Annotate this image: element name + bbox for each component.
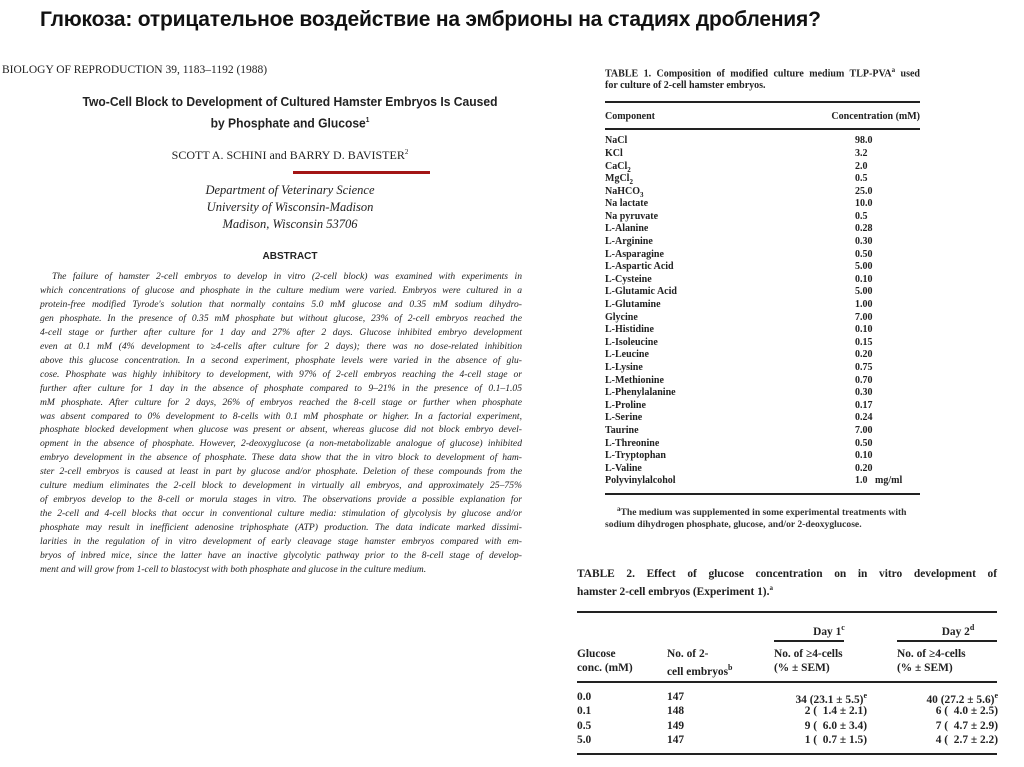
table-2-day1-rule	[774, 640, 844, 642]
table-1-footnote	[605, 503, 920, 531]
concentration-cell: 0.75	[855, 362, 873, 374]
paper-title-line-2	[58, 111, 523, 132]
day1-cells-cell-text: 34 (23.1 ± 5.5)	[795, 693, 864, 706]
abstract-line: embryo development in the absence of phosphate. These data show that the in vitro block to development of ham-	[40, 452, 522, 464]
concentration-cell: 0.20	[855, 462, 873, 474]
table-1-row	[605, 299, 920, 312]
table-1-row	[605, 173, 920, 186]
authors-text: SCOTT A. SCHINI and BARRY D. BAVISTER	[171, 148, 405, 162]
concentration-cell: 5.00	[855, 261, 873, 273]
table-1-bottom-rule	[605, 493, 920, 495]
component-name: Polyvinylalcohol	[605, 475, 676, 487]
slide-title: Глюкоза: отрицательное воздействие на эмбрионы на стадиях дробления?	[40, 8, 821, 31]
abstract-line: ment and will grow from 1-cell to blastocyst with both phosphate and glucose in the culture medium.	[40, 564, 427, 576]
component-cell	[605, 312, 855, 325]
component-name: L-Threonine	[605, 437, 660, 449]
day2-cells-cell-text: 4 ( 2.7 ± 2.2)	[935, 734, 998, 747]
table-1-row	[605, 286, 920, 299]
table-2-bottom-rule	[577, 753, 997, 755]
journal-reference: BIOLOGY OF REPRODUCTION 39, 1183–1192 (1988)	[2, 64, 268, 76]
component-subscript: 2	[627, 165, 631, 174]
table-1-row	[605, 475, 920, 488]
abstract-line: cose. Phosphate was highly inhibitory to development, with 97% of 2-cell embryos reaching the 4-cell stage or	[40, 368, 522, 380]
day1-label: Day 1	[813, 625, 842, 638]
concentration-cell: 0.10	[855, 450, 873, 462]
component-name: Na lactate	[605, 198, 649, 210]
component-name: L-Serine	[605, 412, 643, 424]
col-embryos-line-2-wrap	[667, 661, 733, 679]
concentration-cell: 7.00	[855, 424, 873, 436]
paper-title	[58, 92, 523, 132]
paper-title-line-2-text: by Phosphate and Glucose	[210, 115, 366, 131]
table-1-row	[605, 425, 920, 438]
component-cell	[605, 161, 855, 174]
abstract-line: protein-free modified Tyrode's solution that normally contains 5.0 mM glucose and 0.35 mM sodium dihydro-	[40, 298, 522, 310]
table-1-caption-line-2: for culture of 2-cell hamster embryos.	[605, 80, 766, 92]
concentration-cell: 0.30	[855, 387, 873, 399]
component-name: NaCl	[605, 135, 628, 147]
abstract-line: 4-cell stage or further after culture for 1 day and 27% after 2 days. Glucose inhibited embryo development	[40, 326, 522, 338]
component-name: L-Proline	[605, 399, 646, 411]
table-1-caption-line-1-end: used	[895, 68, 920, 80]
table-2-col-day2-cells	[897, 647, 966, 675]
table-1-row	[605, 438, 920, 451]
component-cell	[605, 412, 855, 425]
table-1-caption-line-1: TABLE 1. Composition of modified culture medium TLP-PVA	[605, 68, 892, 80]
affiliation-line: Madison, Wisconsin 53706	[222, 217, 358, 231]
component-cell	[605, 223, 855, 236]
abstract-body	[40, 270, 522, 577]
component-name: L-Lysine	[605, 362, 643, 374]
table-2-caption-footnote-mark: a	[769, 584, 773, 592]
component-cell	[605, 261, 855, 274]
table-1-caption	[605, 64, 920, 92]
table-1-row	[605, 400, 920, 413]
component-cell	[605, 274, 855, 287]
embryo-count-cell-text: 149	[667, 719, 685, 732]
table-1-row	[605, 223, 920, 236]
table-1-row	[605, 211, 920, 224]
embryo-count-cell	[667, 705, 684, 717]
affiliation	[140, 182, 440, 233]
abstract-line: culture medium eliminates the 2-cell block to development in virtually all embryos, and approximately 25–75%	[40, 480, 522, 492]
component-cell	[605, 236, 855, 249]
abstract-line: bryos of inbred mice, since the latter have an inactive glycolytic pathway prior to the 8-cell stage of develop-	[40, 550, 522, 562]
table-1-row	[605, 249, 920, 262]
day1-cells-cell-text: 2 ( 1.4 ± 2.1)	[804, 705, 867, 718]
day1-footnote-mark: c	[841, 622, 845, 632]
day2-cells-cell	[890, 691, 998, 706]
table-1-row	[605, 186, 920, 199]
component-cell	[605, 400, 855, 413]
component-cell	[605, 438, 855, 451]
component-cell	[605, 425, 855, 438]
affiliation-line: Department of Veterinary Science	[205, 183, 375, 197]
glucose-conc-cell-text: 0.5	[577, 719, 592, 732]
component-name: L-Isoleucine	[605, 336, 658, 348]
abstract-heading: ABSTRACT	[262, 251, 318, 262]
component-cell	[605, 450, 855, 463]
concentration-cell: 0.17	[855, 399, 873, 411]
day2-cells-cell	[890, 720, 998, 732]
component-name: Glycine	[605, 311, 638, 323]
affiliation-line: University of Wisconsin-Madison	[206, 200, 374, 214]
component-name: MgCl	[605, 173, 630, 185]
concentration-cell: 25.0	[855, 185, 873, 197]
day2-cells-cell-text: 40 (27.2 ± 5.6)	[926, 693, 995, 706]
component-cell	[605, 286, 855, 299]
concentration-cell: 0.10	[855, 273, 873, 285]
table-2-col-day1-cells	[774, 647, 843, 675]
table-1-col-component: Component	[605, 111, 656, 123]
component-cell	[605, 362, 855, 375]
col-embryos-line-2: cell embryos	[667, 665, 729, 678]
abstract-line: gen phosphate. In the presence of 0.35 mM phosphate but without glucose, 23% of 2-cell embryos reached the	[40, 312, 522, 324]
component-cell	[605, 198, 855, 211]
embryo-count-cell	[667, 734, 684, 746]
col-day2-line-1: No. of ≥4-cells	[897, 647, 966, 660]
component-cell	[605, 148, 855, 161]
component-name: L-Aspartic Acid	[605, 261, 674, 273]
concentration-cell: 0.50	[855, 437, 873, 449]
component-name: L-Valine	[605, 462, 642, 474]
component-cell	[605, 186, 855, 199]
col-day1-line-1: No. of ≥4-cells	[774, 647, 843, 660]
day1-cells-cell-text: 1 ( 0.7 ± 1.5)	[804, 734, 867, 747]
component-cell	[605, 299, 855, 312]
col-embryos-line-1: No. of 2-	[667, 647, 709, 660]
glucose-conc-cell	[577, 691, 591, 703]
component-name: L-Cysteine	[605, 273, 652, 285]
component-name: L-Glutamic Acid	[605, 286, 677, 298]
day2-cells-cell-footnote-mark: e	[994, 690, 998, 700]
table-1-footnote-mark: a	[617, 504, 621, 513]
table-1-row	[605, 450, 920, 463]
day1-cells-cell-footnote-mark: e	[863, 690, 867, 700]
component-cell	[605, 135, 855, 148]
day1-cells-cell-text: 9 ( 6.0 ± 3.4)	[804, 719, 867, 732]
component-name: L-Tryptophan	[605, 450, 666, 462]
concentration-cell: 0.30	[855, 236, 873, 248]
table-1-row	[605, 387, 920, 400]
table-2-caption	[577, 567, 997, 599]
abstract-line: larities in the regulation of in vitro development of early cleavage stage hamster embryos compared with em-	[40, 536, 522, 548]
component-name: L-Arginine	[605, 236, 653, 248]
concentration-cell: 0.28	[855, 223, 873, 235]
concentration-cell: 5.00	[855, 286, 873, 298]
table-1-row	[605, 362, 920, 375]
component-name: NaHCO	[605, 185, 640, 197]
embryo-count-cell	[667, 720, 684, 732]
table-1-row	[605, 135, 920, 148]
component-subscript: 3	[640, 190, 644, 199]
table-2-col-embryos	[667, 647, 733, 679]
table-1-row	[605, 236, 920, 249]
table-2-caption-line-1: TABLE 2. Effect of glucose concentration on in vitro development of	[577, 568, 997, 580]
table-1-row	[605, 349, 920, 362]
day2-cells-cell-text: 6 ( 4.0 ± 2.5)	[935, 705, 998, 718]
table-1-caption-footnote-mark: a	[891, 66, 896, 74]
table-1-row	[605, 261, 920, 274]
day1-cells-cell	[767, 720, 867, 732]
component-name: CaCl	[605, 160, 628, 172]
day2-footnote-mark: d	[969, 622, 975, 632]
concentration-cell: 0.50	[855, 248, 873, 260]
table-2-day2-header	[908, 623, 1008, 638]
paper-title-line-1: Two-Cell Block to Development of Cultured Hamster Embryos Is Caused	[82, 94, 498, 109]
table-2-day2-rule	[897, 640, 997, 642]
component-cell	[605, 173, 855, 186]
table-1-row	[605, 375, 920, 388]
concentration-cell: 0.10	[855, 324, 873, 336]
title-footnote-mark: 1	[365, 117, 370, 124]
table-1-row	[605, 198, 920, 211]
col-embryos-footnote-mark: b	[728, 662, 733, 672]
glucose-conc-cell-text: 5.0	[577, 734, 592, 747]
abstract-line: the 2-cell and 4-cell blocks that occur in conventional culture media: stimulation of glycolysis by glucose and/or	[40, 508, 522, 520]
component-name: L-Glutamine	[605, 299, 661, 311]
table-1-row	[605, 148, 920, 161]
component-cell	[605, 337, 855, 350]
table-1-row	[605, 463, 920, 476]
component-cell	[605, 387, 855, 400]
embryo-count-cell	[667, 691, 684, 703]
col-glucose-line-2: conc. (mM)	[577, 661, 633, 674]
table-2-header-rule	[577, 681, 997, 683]
component-name: L-Methionine	[605, 374, 664, 386]
day1-cells-cell	[767, 691, 867, 706]
component-cell	[605, 375, 855, 388]
component-name: L-Alanine	[605, 223, 649, 235]
table-1-header-row	[605, 103, 920, 128]
concentration-cell: 10.0	[855, 198, 873, 210]
author-highlight-underline	[293, 171, 430, 174]
abstract-line: was absent compared to 0% development to 8-cells with 0.1 mM phosphate or higher. In a factorial experiment,	[40, 410, 522, 422]
component-cell	[605, 463, 855, 476]
glucose-conc-cell	[577, 720, 591, 732]
table-2-caption-line-2-wrap	[577, 581, 997, 599]
component-name: L-Phenylalanine	[605, 387, 676, 399]
table-1-row	[605, 274, 920, 287]
table-1-row	[605, 324, 920, 337]
glucose-conc-cell-text: 0.1	[577, 705, 592, 718]
abstract-line: further after culture for 1 day in the absence of phosphate compared to 9–21% in the presence of 0.1–1.05	[40, 382, 522, 394]
concentration-cell: 2.0	[855, 160, 868, 172]
abstract-line: phosphate blocked development when glucose was present or absent, whereas glucose did not block embryo devel-	[40, 424, 522, 436]
abstract-line: ster 2-cell embryos is caused at least in part by glucose and/or phosphate. Deletion of these compounds from the	[40, 466, 522, 478]
table-1-row	[605, 412, 920, 425]
table-2-caption-line-2: hamster 2-cell embryos (Experiment 1).	[577, 585, 770, 598]
concentration-cell: 1.0 mg/ml	[855, 475, 903, 487]
component-cell	[605, 249, 855, 262]
abstract-line: above this glucose concentration. In a second experiment, phosphate levels were varied in the absence of glu-	[40, 354, 522, 366]
table-1-col-concentration: Concentration (mM)	[831, 111, 920, 123]
paper-authors	[40, 148, 540, 163]
authors-footnote-mark: 2	[404, 148, 409, 156]
component-name: Taurine	[605, 424, 639, 436]
component-cell	[605, 211, 855, 224]
table-2-day1-header	[794, 623, 864, 638]
table-1	[605, 64, 920, 531]
glucose-conc-cell-text: 0.0	[577, 690, 592, 703]
abstract-line: mM phosphate. After culture for 2 days, 26% of embryos reached the 8-cell stage or further when phosphate	[40, 396, 522, 408]
day1-cells-cell	[767, 705, 867, 717]
concentration-cell: 0.15	[855, 336, 873, 348]
day2-cells-cell-text: 7 ( 4.7 ± 2.9)	[935, 719, 998, 732]
concentration-cell: 7.00	[855, 311, 873, 323]
day2-cells-cell	[890, 705, 998, 717]
component-cell	[605, 349, 855, 362]
concentration-cell: 0.5	[855, 210, 868, 222]
day1-cells-cell	[767, 734, 867, 746]
component-name: L-Leucine	[605, 349, 649, 361]
component-subscript: 2	[629, 178, 633, 187]
component-name: Na pyruvate	[605, 210, 659, 222]
table-1-row	[605, 312, 920, 325]
concentration-cell: 98.0	[855, 135, 873, 147]
col-day1-line-2: (% ± SEM)	[774, 661, 830, 674]
abstract-line: opment in the absence of phosphate. However, 2-deoxyglucose (a non-metabolizable analogue of glucose) inhibited	[40, 438, 522, 450]
table-2	[577, 567, 997, 763]
table-1-footnote-text: The medium was supplemented in some experimental treatments with sodium dihydrogen phosphate, glucose, and/or 2-deoxyglucose.	[605, 507, 907, 531]
embryo-count-cell-text: 148	[667, 705, 685, 718]
abstract-line: even at 0.1 mM (4% development to ≥4-cells after culture for 2 days); there was no dose-related inhibition	[40, 340, 522, 352]
concentration-cell: 0.5	[855, 173, 868, 185]
abstract-line: phosphate may result in inefficient adenosine triphosphate (ATP) production. The data indicate marked dissimi-	[40, 522, 522, 534]
abstract-line: of embryos develop to the 8-cell or morula stages in vitro. The observations provide a possible explanation for	[40, 494, 522, 506]
col-glucose-line-1: Glucose	[577, 647, 616, 660]
embryo-count-cell-text: 147	[667, 690, 685, 703]
concentration-cell: 0.70	[855, 374, 873, 386]
glucose-conc-cell	[577, 705, 591, 717]
table-1-row	[605, 161, 920, 174]
day2-label: Day 2	[941, 625, 970, 638]
component-name: L-Histidine	[605, 324, 654, 336]
abstract-line: The failure of hamster 2-cell embryos to develop in vitro (2-cell block) was examined with experiments in	[52, 271, 522, 282]
component-name: KCl	[605, 147, 623, 159]
col-day2-line-2: (% ± SEM)	[897, 661, 953, 674]
table-2-col-glucose	[577, 647, 633, 675]
component-name: L-Asparagine	[605, 248, 664, 260]
table-1-body	[605, 130, 920, 488]
concentration-cell: 0.24	[855, 412, 873, 424]
concentration-cell: 1.00	[855, 299, 873, 311]
day2-cells-cell	[890, 734, 998, 746]
table-1-row	[605, 337, 920, 350]
component-cell	[605, 475, 855, 488]
glucose-conc-cell	[577, 734, 591, 746]
table-2-grid	[577, 613, 997, 763]
concentration-cell: 0.20	[855, 349, 873, 361]
component-cell	[605, 324, 855, 337]
concentration-cell: 3.2	[855, 147, 868, 159]
embryo-count-cell-text: 147	[667, 734, 685, 747]
abstract-line: which concentrations of glucose and phosphate in the culture medium were varied. Embryos were cultured in a	[40, 284, 522, 296]
